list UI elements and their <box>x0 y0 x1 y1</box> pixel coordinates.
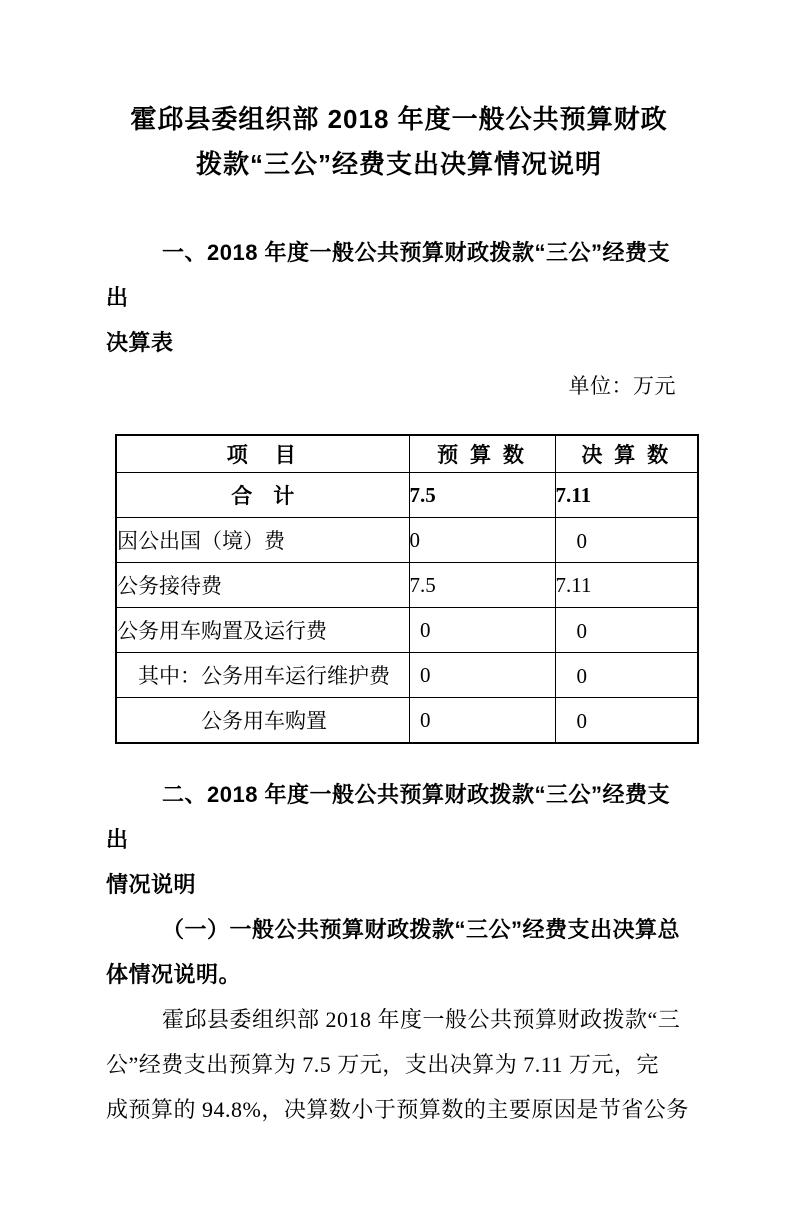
document-title-line1: 霍邱县委组织部 2018 年度一般公共预算财政 <box>130 104 668 134</box>
table-header-cell-0: 项 目 <box>116 435 409 473</box>
table-cell-item: 其中：公务用车运行维护费 <box>116 653 409 698</box>
table-cell-budget: 7.5 <box>409 473 555 518</box>
table-cell-final: 0 <box>555 518 698 563</box>
table-row <box>116 563 698 608</box>
sangong-expense-table <box>115 434 699 744</box>
section1-heading-line2: 决算表 <box>106 330 174 355</box>
table-cell-item: 公务用车购置 <box>116 698 409 744</box>
table-header-cell-1: 预 算 数 <box>409 435 555 473</box>
section1 <box>106 230 692 365</box>
table-header <box>116 435 698 473</box>
narrative-section <box>106 772 692 1132</box>
paragraph-line2: 公”经费支出预算为 7.5 万元，支出决算为 7.11 万元，完 <box>106 1052 659 1077</box>
table-cell-item: 合 计 <box>116 473 409 518</box>
table-header-row <box>116 435 698 473</box>
table-cell-final: 7.11 <box>555 473 698 518</box>
table-cell-budget: 7.5 <box>409 563 555 608</box>
table-row <box>116 653 698 698</box>
document-title-line2: 拨款“三公”经费支出决算情况说明 <box>195 149 602 179</box>
table-cell-budget: 0 <box>409 608 555 653</box>
table-row <box>116 473 698 518</box>
document-title <box>106 97 692 187</box>
section2-heading-line2: 情况说明 <box>106 872 197 897</box>
unit-note: 单位：万元 <box>568 374 676 398</box>
table-header-cell-2: 决 算 数 <box>555 435 698 473</box>
section1-heading-line1: 一、2018 年度一般公共预算财政拨款“三公”经费支出 <box>106 240 671 310</box>
table-cell-budget: 0 <box>409 653 555 698</box>
table-cell-final: 0 <box>555 698 698 744</box>
table-cell-final: 0 <box>555 653 698 698</box>
section2-heading-line1: 二、2018 年度一般公共预算财政拨款“三公”经费支出 <box>106 782 671 852</box>
table-row <box>116 518 698 563</box>
subsection1-heading-line2: 体情况说明。 <box>106 962 242 987</box>
table-row <box>116 698 698 744</box>
paragraph-line3: 成预算的 94.8%，决算数小于预算数的主要原因是节省公务 <box>106 1097 689 1122</box>
table-cell-budget: 0 <box>409 518 555 563</box>
table-cell-item: 公务接待费 <box>116 563 409 608</box>
paragraph-line1: 霍邱县委组织部 2018 年度一般公共预算财政拨款“三 <box>162 1007 681 1032</box>
subsection1-heading-line1: （一）一般公共预算财政拨款“三公”经费支出决算总 <box>162 917 681 942</box>
table-cell-item: 因公出国（境）费 <box>116 518 409 563</box>
table-cell-final: 0 <box>555 608 698 653</box>
table-cell-final: 7.11 <box>555 563 698 608</box>
table-cell-budget: 0 <box>409 698 555 744</box>
document-page <box>0 97 793 1219</box>
table-row <box>116 608 698 653</box>
table-body <box>116 473 698 744</box>
table-cell-item: 公务用车购置及运行费 <box>116 608 409 653</box>
